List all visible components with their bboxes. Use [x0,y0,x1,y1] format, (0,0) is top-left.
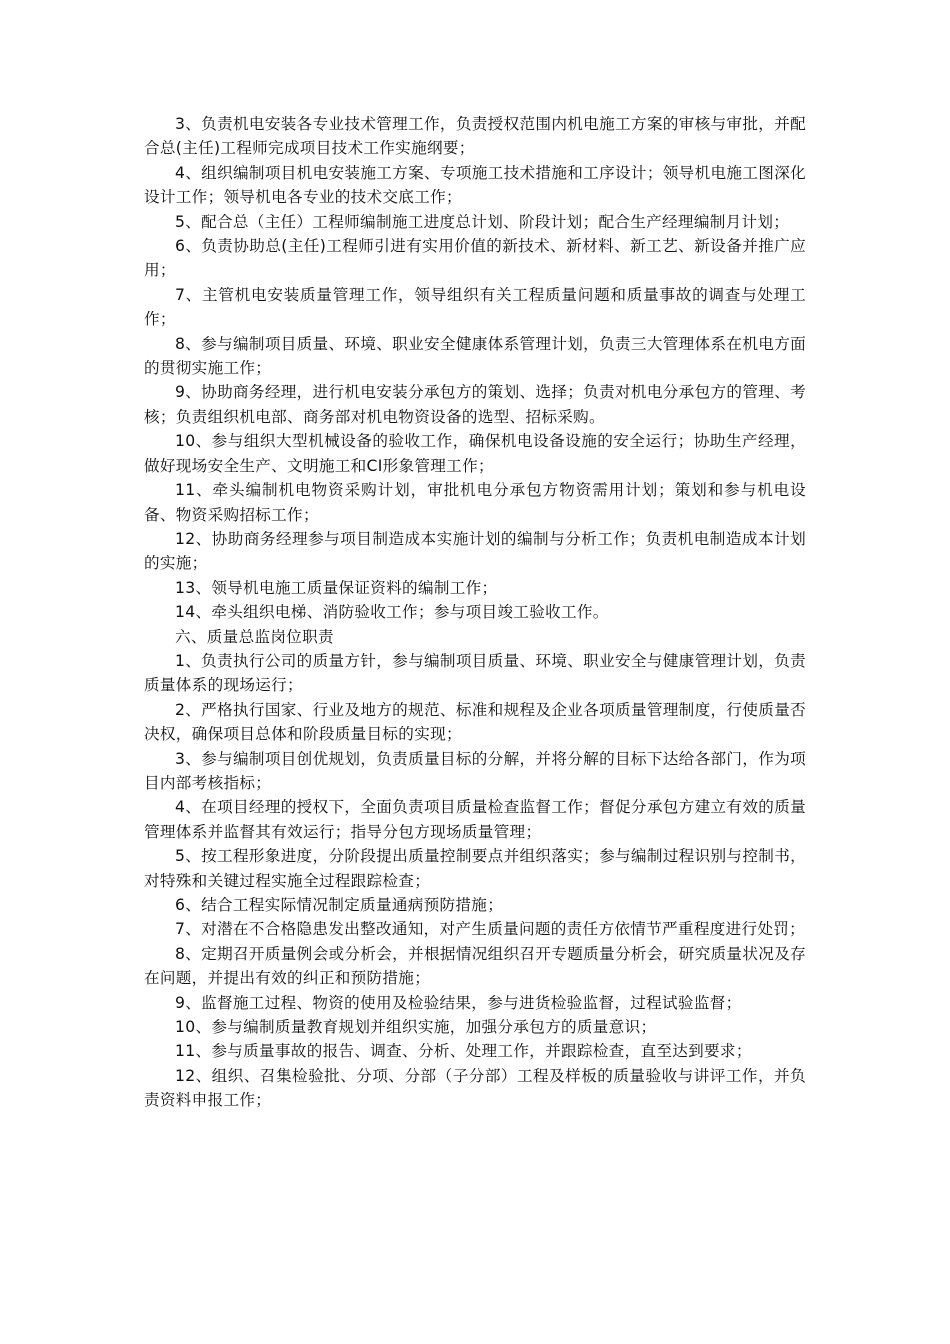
section-heading: 六、质量总监岗位职责 [175,627,334,646]
paragraph-b-8: 8、定期召开质量例会或分析会，并根据情况组织召开专题质量分析会，研究质量状况及存在问题，并提出有效的纠正和预防措施； [144,944,806,988]
paragraph-a-13: 13、领导机电施工质量保证资料的编制工作； [175,578,498,597]
paragraph-a-6: 6、负责协助总(主任)工程师引进有实用价值的新技术、新材料、新工艺、新设备并推广应用； [144,237,806,280]
paragraph-a-12: 12、协助商务经理参与项目制造成本实施计划的编制与分析工作；负责机电制造成本计划的实施； [144,529,806,573]
paragraph-a-5: 5、配合总（主任）工程师编制施工进度总计划、阶段计划；配合生产经理编制月计划； [175,212,790,231]
paragraph-a-4: 4、组织编制项目机电安装施工方案、专项施工技术措施和工序设计；领导机电施工图深化设计工作；领导机电各专业的技术交底工作； [144,163,806,207]
paragraph-a-7: 7、主管机电安装质量管理工作，领导组织有关工程质量问题和质量事故的调查与处理工作； [144,285,806,329]
paragraph-b-3: 3、参与编制项目创优规划，负责质量目标的分解，并将分解的目标下达给各部门，作为项目内部考核指标； [144,749,806,792]
paragraph-a-9: 9、协助商务经理，进行机电安装分承包方的策划、选择；负责对机电分承包方的管理、考核；负责组织机电部、商务部对机电物资设备的选型、招标采购。 [144,383,806,426]
paragraph-b-9: 9、监督施工过程、物资的使用及检验结果，参与进货检验监督，过程试验监督； [175,993,742,1012]
paragraph-b-2: 2、严格执行国家、行业及地方的规范、标准和规程及企业各项质量管理制度，行使质量否决权，确保项目总体和阶段质量目标的实现； [144,700,806,744]
paragraph-a-11: 11、牵头编制机电物资采购计划，审批机电分承包方物资需用计划；策划和参与机电设备、物资采购招标工作； [144,481,806,524]
paragraph-b-11: 11、参与质量事故的报告、调查、分析、处理工作，并跟踪检查，直至达到要求； [175,1042,752,1061]
paragraph-b-10: 10、参与编制质量教育规划并组织实施，加强分承包方的质量意识； [175,1018,657,1037]
document-page [144,112,806,1113]
paragraph-b-7: 7、对潜在不合格隐患发出整改通知，对产生质量问题的责任方依情节严重程度进行处罚； [175,920,806,939]
paragraph-b-5: 5、按工程形象进度，分阶段提出质量控制要点并组织落实；参与编制过程识别与控制书，对特殊和关键过程实施全过程跟踪检查； [144,847,806,890]
paragraph-a-3: 3、负责机电安装各专业技术管理工作，负责授权范围内机电施工方案的审核与审批，并配合总(主任)工程师完成项目技术工作实施纲要； [144,115,806,158]
paragraph-b-12: 12、组织、召集检验批、分项、分部（子分部）工程及样板的质量验收与讲评工作，并负责资料申报工作； [144,1066,806,1110]
paragraph-b-4: 4、在项目经理的授权下，全面负责项目质量检查监督工作；督促分承包方建立有效的质量管理体系并监督其有效运行；指导分包方现场质量管理； [144,798,806,841]
paragraph-a-10: 10、参与组织大型机械设备的验收工作，确保机电设备设施的安全运行；协助生产经理，做好现场安全生产、文明施工和CI形象管理工作； [144,432,806,475]
paragraph-b-1: 1、负责执行公司的质量方针，参与编制项目质量、环境、职业安全与健康管理计划，负责质量体系的现场运行； [144,651,806,695]
paragraph-b-6: 6、结合工程实际情况制定质量通病预防措施； [175,896,504,914]
paragraph-a-8: 8、参与编制项目质量、环境、职业安全健康体系管理计划，负责三大管理体系在机电方面的贯彻实施工作； [144,334,806,378]
paragraph-a-14: 14、牵头组织电梯、消防验收工作；参与项目竣工验收工作。 [175,603,609,622]
